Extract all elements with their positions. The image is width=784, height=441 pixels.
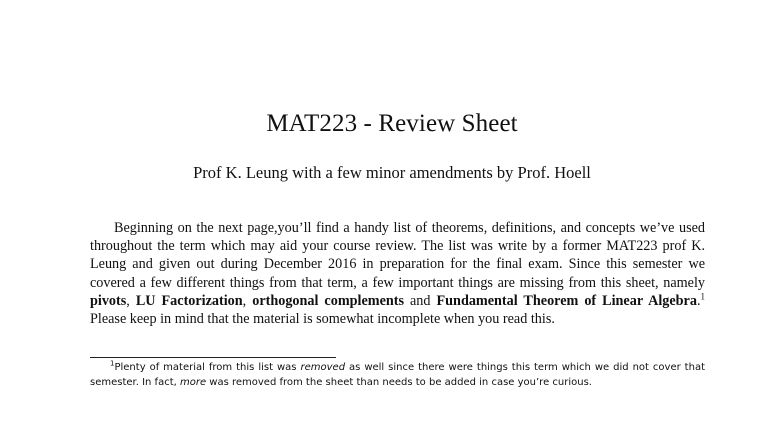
intro-paragraph [90,219,705,328]
footnote [90,360,705,390]
footnote-text-1: Plenty of material from this list was [114,362,301,373]
footnote-emphasis-removed: removed [300,362,346,373]
term-lu-factorization: LU Factorization [135,292,243,309]
footnote-emphasis-more: more [179,377,207,388]
document-title: MAT223 - Review Sheet [266,110,518,137]
footnote-divider [90,357,336,358]
separator-2: , [242,292,253,309]
term-fundamental-theorem: Fundamental Theorem of Linear Algebra [436,292,697,309]
separator-1: , [126,292,136,309]
footnote-reference: 1 [700,291,705,302]
footnote-marker: 1 [110,359,115,368]
term-pivots: pivots [90,292,127,309]
term-orthogonal-complements: orthogonal complements [252,292,405,309]
footnote-text-2: as well since there were things this term which we did not cover that semester. In fact, [90,362,705,388]
paragraph-text-2: Please keep in mind that the material is somewhat incomplete when you read this. [90,311,555,328]
separator-3: and [404,292,437,309]
footnote-text-3: was removed from the sheet than needs to be added in case you’re curious. [206,377,592,388]
separator-4: . [696,292,701,309]
paragraph-text-1: Beginning on the next page,you’ll find a handy list of theorems, definitions, and concepts we’ve used throughout the term which may aid your course review. The list was write by a former MAT223 prof K. Leung and given out during December 2016 in preparation for the final exam. Since this semester we covered a few different things from that term, a few important things are missing from this sheet, namely [90,220,705,291]
document-subtitle: Prof K. Leung with a few minor amendments by Prof. Hoell [193,163,591,182]
